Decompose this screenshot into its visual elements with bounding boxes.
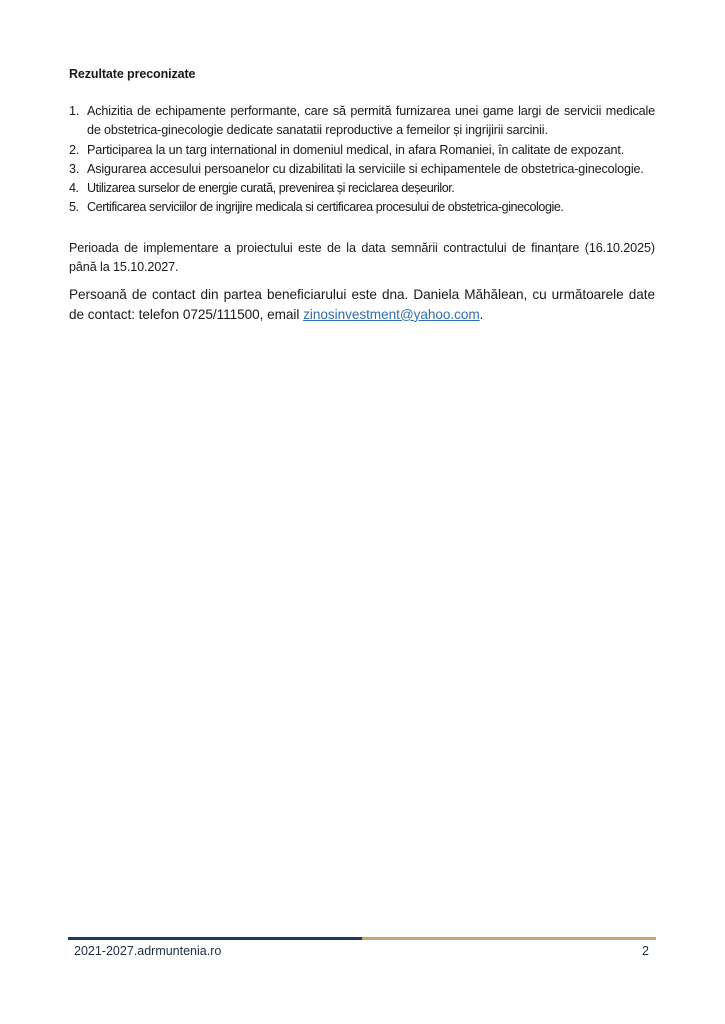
- footer-website: 2021-2027.adrmuntenia.ro: [74, 944, 222, 958]
- list-item: [69, 102, 655, 141]
- implementation-period: Perioada de implementare a proiectului este de la data semnării contractului de finanțare (16.10.2025) până la 15.10.2027.: [69, 240, 655, 274]
- list-number: 5.: [69, 200, 79, 215]
- footer-divider: [68, 937, 656, 940]
- list-item: [69, 160, 655, 179]
- contact-text: Persoană de contact din partea beneficiarului este dna. Daniela Măhălean, cu următoarele date de contact: telefon 0725/111500, email: [69, 286, 655, 322]
- list-text: Asigurarea accesului persoanelor cu dizabilitati la serviciile si echipamentele de obstetrica-ginecologie.: [87, 161, 644, 176]
- list-number: 4.: [69, 181, 79, 196]
- list-item: [69, 198, 655, 217]
- page-footer: [68, 937, 656, 958]
- list-text: Certificarea serviciilor de ingrijire medicala si certificarea procesului de obstetrica-ginecologie.: [87, 200, 564, 215]
- list-number: 1.: [69, 104, 80, 118]
- footer-divider-navy: [68, 937, 362, 940]
- list-item: [69, 141, 655, 160]
- contact-suffix: .: [479, 306, 484, 322]
- section-heading: Rezultate preconizate: [69, 67, 196, 81]
- list-text: Utilizarea surselor de energie curată, prevenirea și reciclarea deșeurilor.: [87, 181, 455, 196]
- footer-divider-gold: [362, 937, 656, 940]
- results-list: [69, 102, 655, 218]
- page-number: 2: [642, 944, 649, 958]
- page-content: [69, 66, 655, 325]
- list-text: Achizitia de echipamente performante, care să permită furnizarea unei game largi de servicii medicale de obstetrica-ginecologie dedicate sanatatii reproductive a femeilor și ingrijirii sarcinii.: [87, 104, 655, 138]
- email-link[interactable]: zinosinvestment@yahoo.com: [303, 306, 480, 322]
- list-number: 3.: [69, 161, 80, 176]
- contact-paragraph: [69, 285, 655, 325]
- list-item: [69, 179, 655, 198]
- list-text: Participarea la un targ international in domeniul medical, in afara Romaniei, în calitate de expozant.: [87, 142, 625, 157]
- footer-row: [68, 944, 656, 958]
- list-number: 2.: [69, 142, 80, 157]
